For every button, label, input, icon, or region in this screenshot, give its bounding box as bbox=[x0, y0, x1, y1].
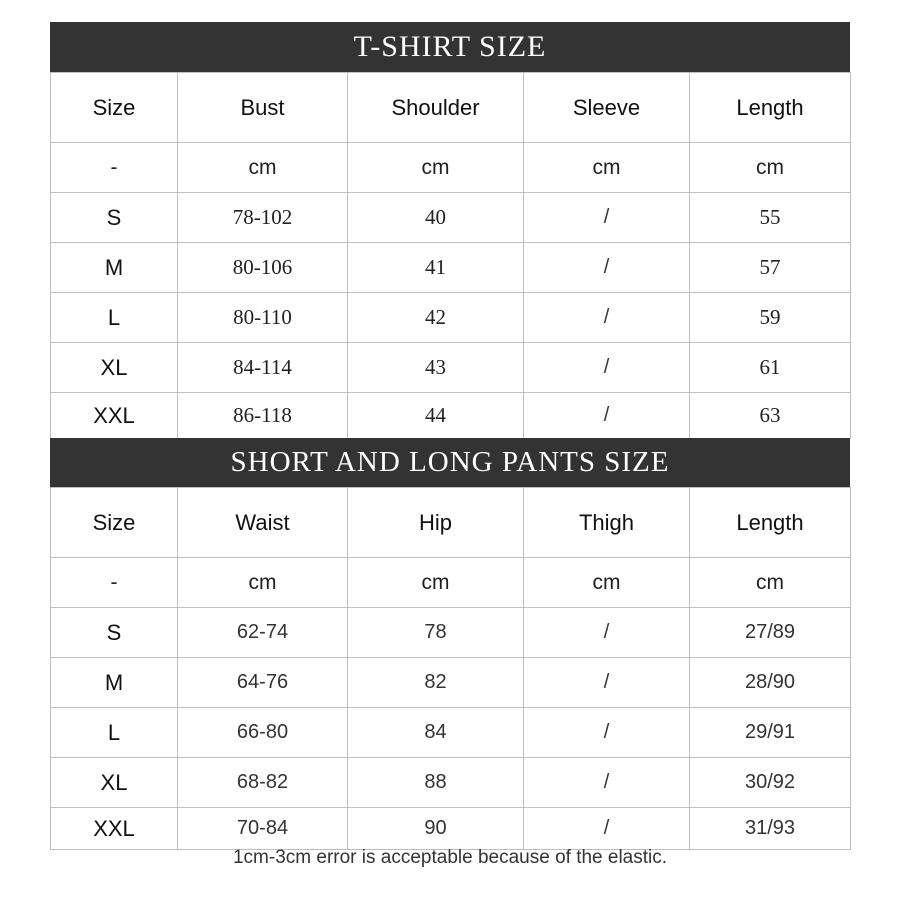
table-row bbox=[51, 758, 851, 808]
unit-cell: cm bbox=[690, 143, 851, 193]
unit-cell: cm bbox=[524, 143, 690, 193]
thigh-cell: / bbox=[524, 758, 690, 808]
bust-cell: 78-102 bbox=[178, 193, 348, 243]
bust-cell: 80-110 bbox=[178, 293, 348, 343]
shoulder-cell: 40 bbox=[348, 193, 524, 243]
size-cell: M bbox=[51, 658, 178, 708]
size-cell: XL bbox=[51, 758, 178, 808]
waist-cell: 66-80 bbox=[178, 708, 348, 758]
unit-cell: cm bbox=[348, 558, 524, 608]
unit-cell: - bbox=[51, 143, 178, 193]
size-cell: XXL bbox=[51, 808, 178, 850]
length-cell: 30/92 bbox=[690, 758, 851, 808]
waist-cell: 68-82 bbox=[178, 758, 348, 808]
bust-cell: 84-114 bbox=[178, 343, 348, 393]
unit-cell: cm bbox=[348, 143, 524, 193]
size-cell: XXL bbox=[51, 393, 178, 439]
column-header: Sleeve bbox=[524, 73, 690, 143]
table-row bbox=[51, 193, 851, 243]
elastic-error-note: 1cm-3cm error is acceptable because of the elastic. bbox=[232, 847, 668, 868]
length-cell: 61 bbox=[690, 343, 851, 393]
table-row bbox=[51, 393, 851, 439]
table-row bbox=[51, 293, 851, 343]
thigh-cell: / bbox=[524, 608, 690, 658]
hip-cell: 90 bbox=[348, 808, 524, 850]
length-cell: 27/89 bbox=[690, 608, 851, 658]
length-cell: 63 bbox=[690, 393, 851, 439]
table-header-row bbox=[51, 73, 851, 143]
tshirt-size-title: T-SHIRT SIZE bbox=[50, 22, 850, 72]
size-cell: S bbox=[51, 608, 178, 658]
hip-cell: 88 bbox=[348, 758, 524, 808]
pants-size-title: SHORT AND LONG PANTS SIZE bbox=[50, 438, 850, 487]
size-cell: M bbox=[51, 243, 178, 293]
tshirt-size-table bbox=[50, 72, 851, 439]
column-header: Waist bbox=[178, 488, 348, 558]
thigh-cell: / bbox=[524, 658, 690, 708]
column-header: Size bbox=[51, 73, 178, 143]
table-row bbox=[51, 808, 851, 850]
hip-cell: 78 bbox=[348, 608, 524, 658]
size-cell: XL bbox=[51, 343, 178, 393]
shoulder-cell: 42 bbox=[348, 293, 524, 343]
size-cell: L bbox=[51, 293, 178, 343]
sleeve-cell: / bbox=[524, 243, 690, 293]
waist-cell: 64-76 bbox=[178, 658, 348, 708]
bust-cell: 80-106 bbox=[178, 243, 348, 293]
size-cell: L bbox=[51, 708, 178, 758]
column-header: Shoulder bbox=[348, 73, 524, 143]
length-cell: 28/90 bbox=[690, 658, 851, 708]
unit-cell: cm bbox=[690, 558, 851, 608]
unit-row bbox=[51, 558, 851, 608]
sleeve-cell: / bbox=[524, 293, 690, 343]
size-cell: S bbox=[51, 193, 178, 243]
table-row bbox=[51, 608, 851, 658]
hip-cell: 84 bbox=[348, 708, 524, 758]
length-cell: 31/93 bbox=[690, 808, 851, 850]
unit-cell: cm bbox=[178, 558, 348, 608]
hip-cell: 82 bbox=[348, 658, 524, 708]
table-header-row bbox=[51, 488, 851, 558]
bust-cell: 86-118 bbox=[178, 393, 348, 439]
unit-row bbox=[51, 143, 851, 193]
shoulder-cell: 41 bbox=[348, 243, 524, 293]
waist-cell: 62-74 bbox=[178, 608, 348, 658]
length-cell: 57 bbox=[690, 243, 851, 293]
pants-size-table bbox=[50, 487, 851, 850]
column-header: Size bbox=[51, 488, 178, 558]
unit-cell: cm bbox=[178, 143, 348, 193]
table-row bbox=[51, 658, 851, 708]
sleeve-cell: / bbox=[524, 393, 690, 439]
length-cell: 55 bbox=[690, 193, 851, 243]
thigh-cell: / bbox=[524, 708, 690, 758]
length-cell: 59 bbox=[690, 293, 851, 343]
sleeve-cell: / bbox=[524, 193, 690, 243]
table-row bbox=[51, 708, 851, 758]
column-header: Length bbox=[690, 73, 851, 143]
column-header: Length bbox=[690, 488, 851, 558]
table-row bbox=[51, 343, 851, 393]
thigh-cell: / bbox=[524, 808, 690, 850]
table-row bbox=[51, 243, 851, 293]
sleeve-cell: / bbox=[524, 343, 690, 393]
shoulder-cell: 43 bbox=[348, 343, 524, 393]
column-header: Bust bbox=[178, 73, 348, 143]
column-header: Hip bbox=[348, 488, 524, 558]
unit-cell: - bbox=[51, 558, 178, 608]
unit-cell: cm bbox=[524, 558, 690, 608]
length-cell: 29/91 bbox=[690, 708, 851, 758]
waist-cell: 70-84 bbox=[178, 808, 348, 850]
shoulder-cell: 44 bbox=[348, 393, 524, 439]
column-header: Thigh bbox=[524, 488, 690, 558]
